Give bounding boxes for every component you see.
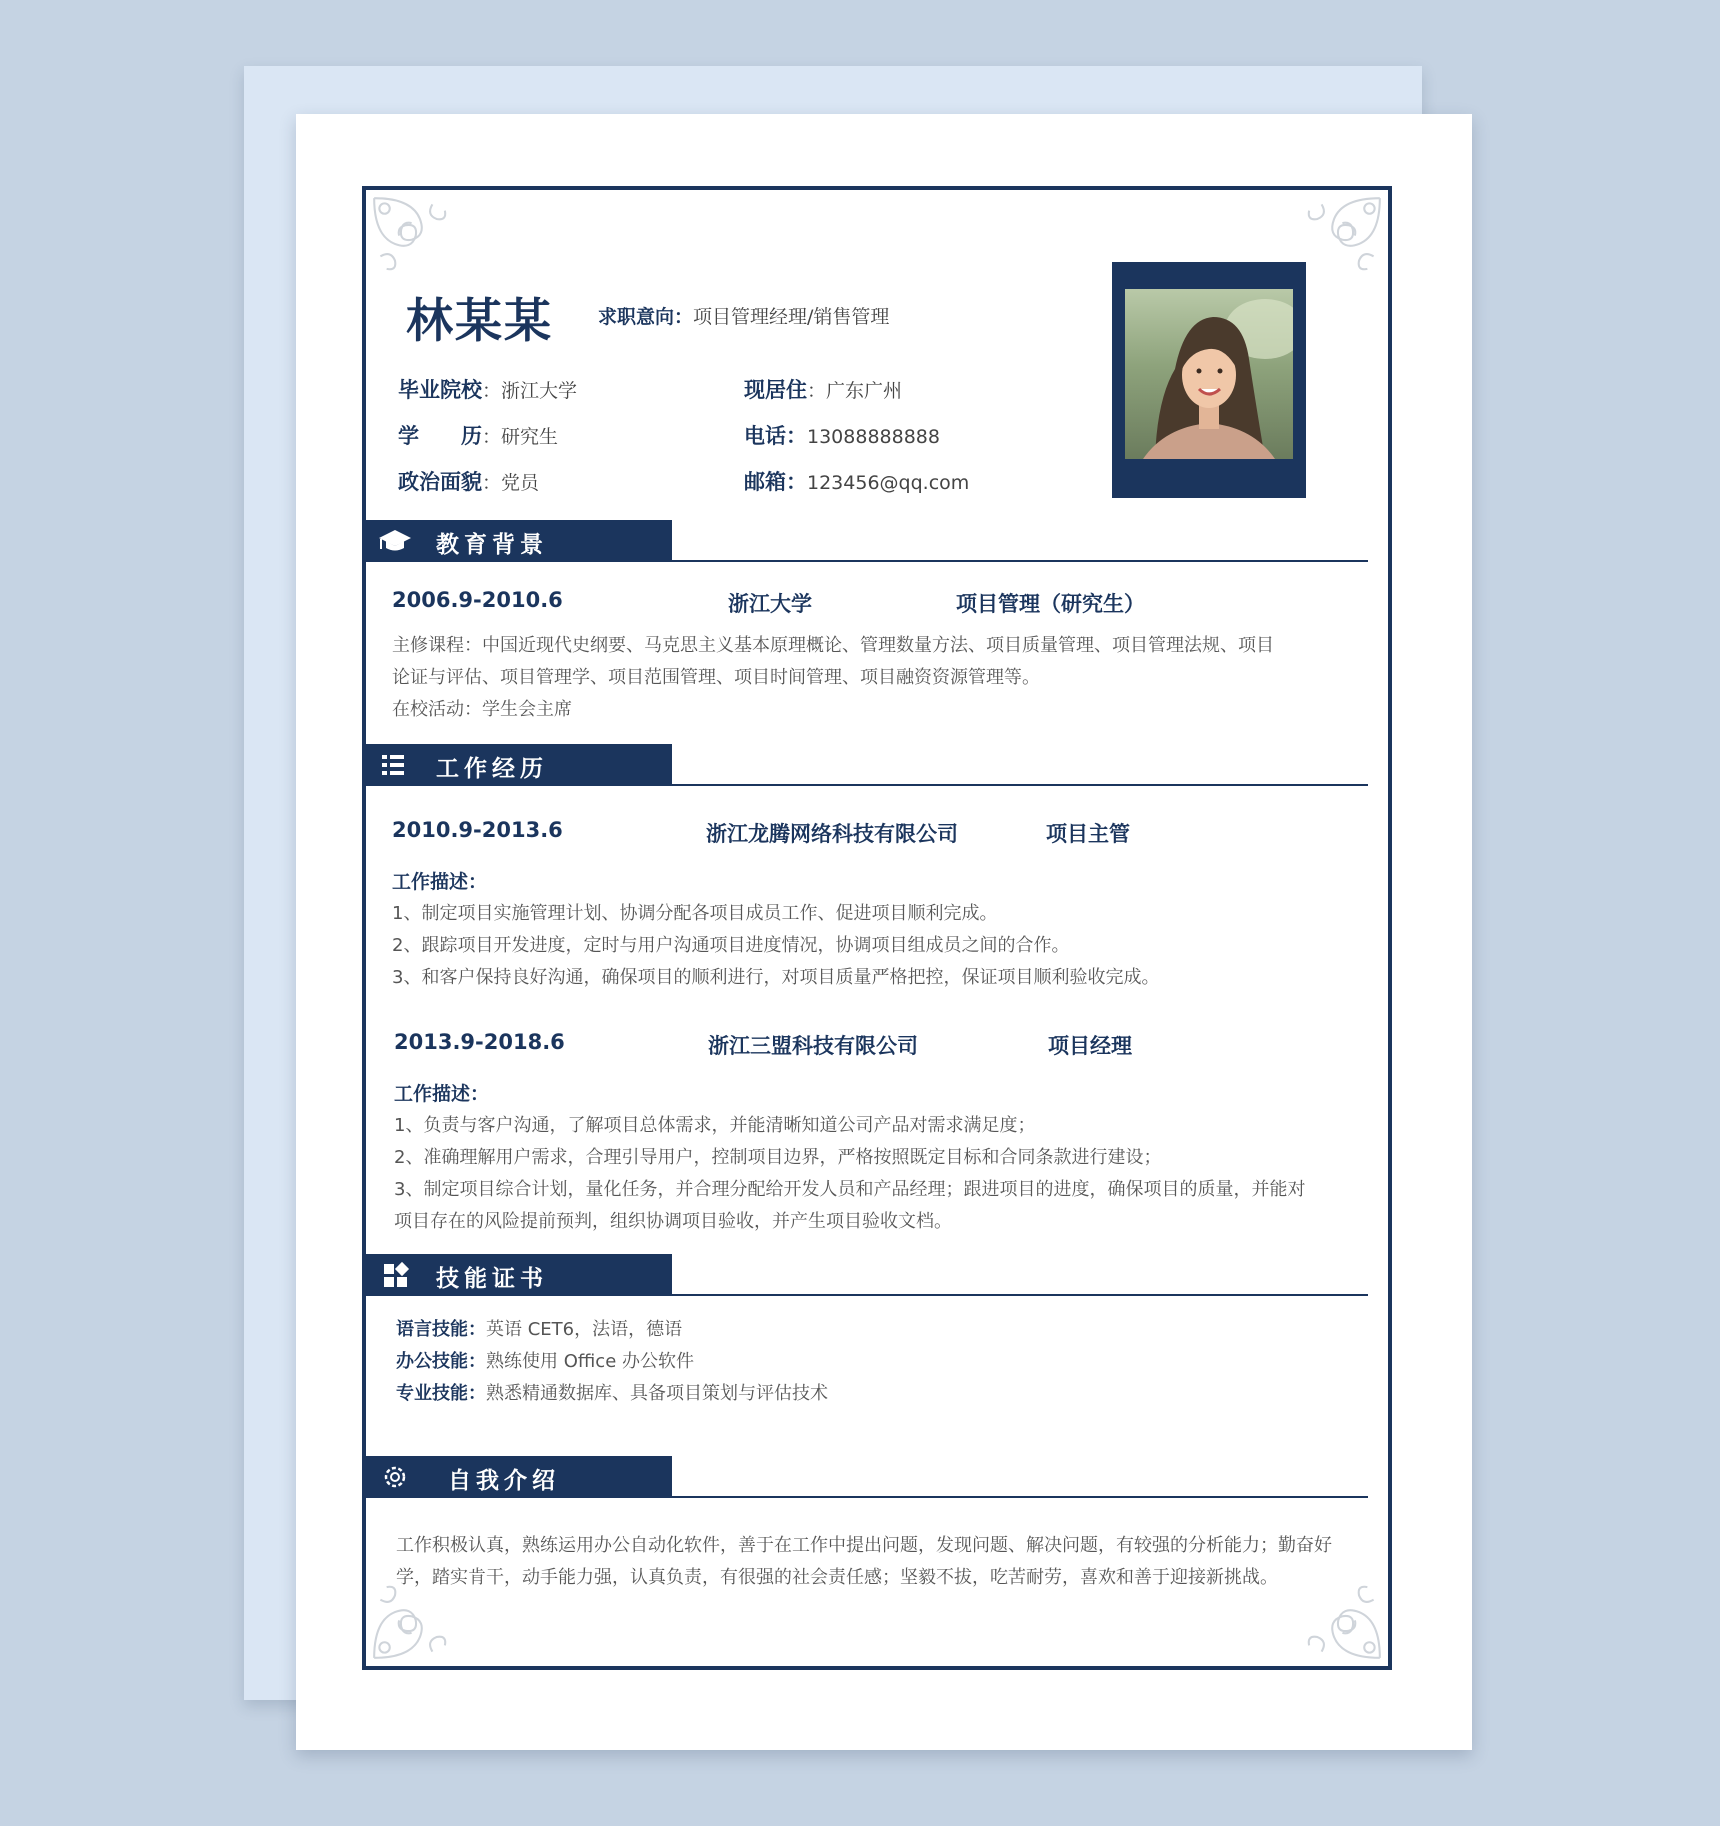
job-description <box>394 1078 1305 1238</box>
job-period: 2010.9-2013.6 <box>392 818 563 842</box>
job-intent-label: 求职意向： <box>598 306 694 328</box>
skill-value: 英语 CET6，法语，德语 <box>486 1319 683 1340</box>
info-degree <box>398 420 558 450</box>
info-school-label: 毕业院校 <box>398 378 482 402</box>
info-politics <box>398 466 539 496</box>
skill-label: 办公技能： <box>396 1351 486 1372</box>
corner-ornament-icon <box>370 194 474 298</box>
skill-label: 语言技能： <box>396 1319 486 1340</box>
job-description-line: 1、制定项目实施管理计划、协调分配各项目成员工作、促进项目顺利完成。 <box>392 903 998 924</box>
work-section-header <box>366 744 1368 790</box>
job-description-label: 工作描述： <box>394 1083 490 1105</box>
info-degree-value: ：研究生 <box>482 426 559 448</box>
about-section-header <box>366 1456 1368 1502</box>
info-phone-label: 电话： <box>744 424 807 448</box>
work-title: 工作经历 <box>436 756 548 782</box>
skill-label: 专业技能： <box>396 1383 486 1404</box>
job-description-label: 工作描述： <box>392 871 488 893</box>
info-phone <box>744 420 940 450</box>
skill-value: 熟悉精通数据库、具备项目策划与评估技术 <box>486 1383 828 1404</box>
skill-item <box>396 1346 828 1378</box>
section-divider <box>672 1294 1368 1296</box>
section-divider <box>672 784 1368 786</box>
education-school: 浙江大学 <box>728 592 812 616</box>
info-school-value: ：浙江大学 <box>482 380 578 402</box>
education-courses-line: 论证与评估、项目管理学、项目范围管理、项目时间管理、项目融资资源管理等。 <box>392 667 1040 688</box>
job-intent-value: 项目管理经理/销售管理 <box>693 306 890 328</box>
about-line: 学，踏实肯干，动手能力强，认真负责，有很强的社会责任感；坚毅不拔，吃苦耐劳，喜欢和善于迎接新挑战。 <box>396 1567 1278 1588</box>
education-period: 2006.9-2010.6 <box>392 588 563 612</box>
info-email-value: 123456@qq.com <box>807 472 970 494</box>
skills-title: 技能证书 <box>436 1266 548 1292</box>
info-politics-value: ：党员 <box>482 472 540 494</box>
gear-icon <box>378 1462 412 1492</box>
job-position: 项目主管 <box>1046 822 1130 846</box>
info-residence <box>744 374 902 404</box>
candidate-name: 林某某 <box>406 294 553 349</box>
skill-item <box>396 1378 828 1410</box>
education-section-header <box>366 520 1368 566</box>
job-company: 浙江龙腾网络科技有限公司 <box>706 822 958 846</box>
profile-photo <box>1125 289 1293 459</box>
info-email <box>744 466 969 496</box>
job-description-line: 项目存在的风险提前预判，组织协调项目验收，并产生项目验收文档。 <box>394 1211 952 1232</box>
skill-value: 熟练使用 Office 办公软件 <box>486 1351 694 1372</box>
job-position: 项目经理 <box>1048 1034 1132 1058</box>
photo-frame <box>1112 262 1306 498</box>
list-icon <box>378 750 412 780</box>
skills-list <box>396 1314 828 1410</box>
job-description <box>392 866 1159 994</box>
skill-item <box>396 1314 828 1346</box>
skills-section-header <box>366 1254 1368 1300</box>
section-divider <box>672 1496 1368 1498</box>
grid-icon <box>378 1260 412 1290</box>
job-description-line: 3、制定项目综合计划，量化任务，并合理分配给开发人员和产品经理；跟进项目的进度，确保项目的质量，并能对 <box>394 1179 1306 1200</box>
resume-page <box>296 114 1472 1750</box>
info-residence-value: ：广东广州 <box>807 380 903 402</box>
info-email-label: 邮箱： <box>744 470 807 494</box>
info-residence-label: 现居住 <box>744 378 807 402</box>
about-text <box>396 1530 1332 1594</box>
job-description-line: 2、准确理解用户需求，合理引导用户，控制项目边界，严格按照既定目标和合同条款进行建设； <box>394 1147 1162 1168</box>
job-company: 浙江三盟科技有限公司 <box>708 1034 918 1058</box>
graduation-cap-icon <box>378 526 412 556</box>
education-major: 项目管理（研究生） <box>956 592 1145 616</box>
info-school <box>398 374 577 404</box>
education-courses-line: 主修课程：中国近现代史纲要、马克思主义基本原理概论、管理数量方法、项目质量管理、项目管理法规、项目 <box>392 635 1274 656</box>
info-phone-value: 13088888888 <box>807 426 940 448</box>
education-activities: 在校活动：学生会主席 <box>392 699 572 720</box>
education-title: 教育背景 <box>436 532 548 558</box>
job-description-line: 1、负责与客户沟通，了解项目总体需求，并能清晰知道公司产品对需求满足度； <box>394 1115 1036 1136</box>
job-period: 2013.9-2018.6 <box>394 1030 565 1054</box>
about-title: 自我介绍 <box>448 1468 560 1494</box>
job-intent <box>598 302 889 329</box>
job-description-line: 2、跟踪项目开发进度，定时与用户沟通项目进度情况，协调项目组成员之间的合作。 <box>392 935 1070 956</box>
resume-frame <box>362 186 1392 1670</box>
info-degree-label: 学 历 <box>398 424 482 448</box>
info-politics-label: 政治面貌 <box>398 470 482 494</box>
education-courses <box>392 630 1274 726</box>
section-divider <box>672 560 1368 562</box>
about-line: 工作积极认真，熟练运用办公自动化软件，善于在工作中提出问题，发现问题、解决问题，有较强的分析能力；勤奋好 <box>396 1535 1332 1556</box>
job-description-line: 3、和客户保持良好沟通，确保项目的顺利进行，对项目质量严格把控，保证项目顺利验收完成。 <box>392 967 1160 988</box>
